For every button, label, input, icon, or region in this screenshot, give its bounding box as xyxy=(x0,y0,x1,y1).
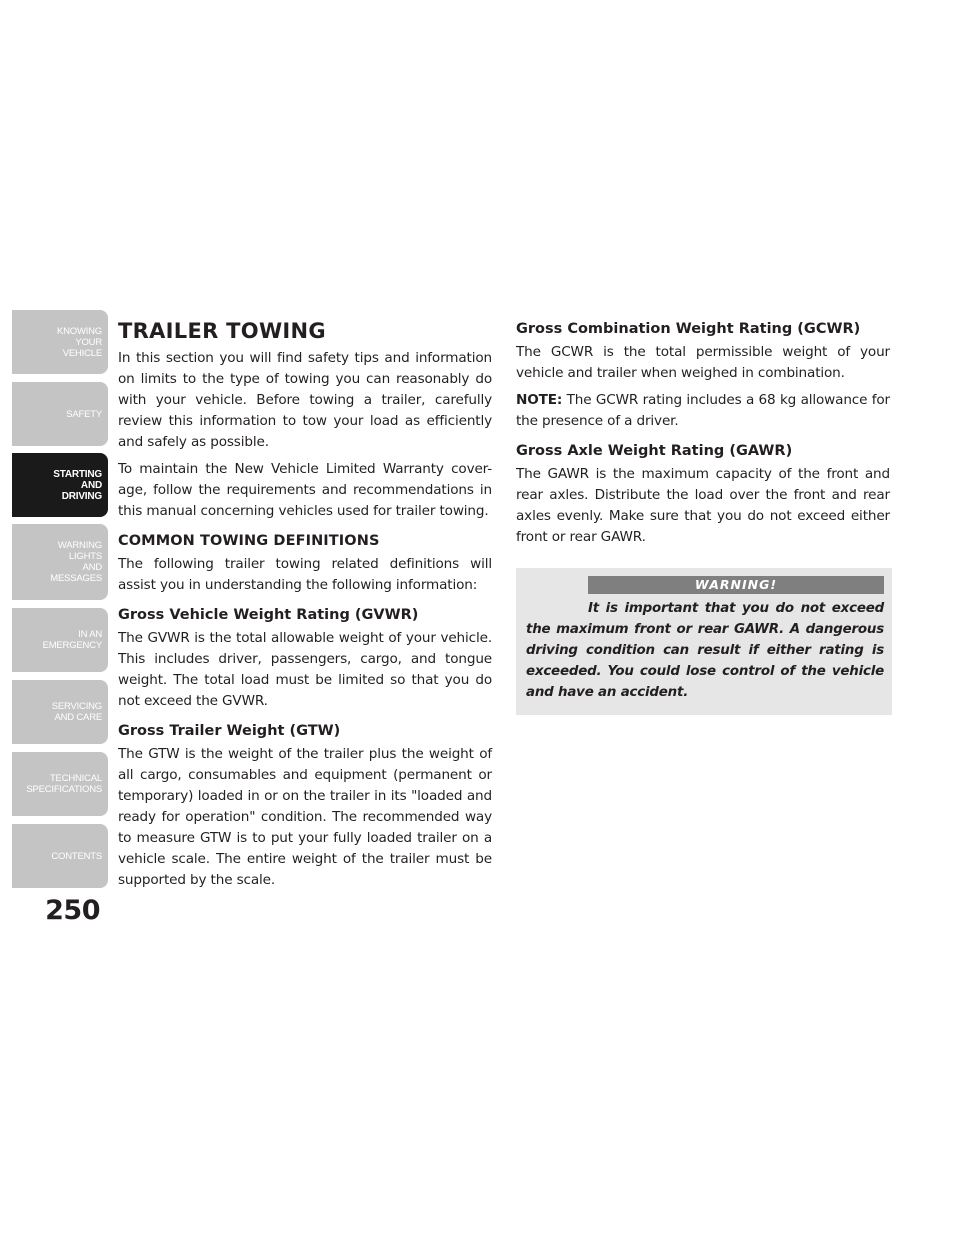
note-text: The GCWR rating includes a 68 kg allowance for the presence of a driver. xyxy=(516,392,890,429)
gvwr-heading: Gross Vehicle Weight Rating (GVWR) xyxy=(118,607,419,623)
gtw-heading: Gross Trailer Weight (GTW) xyxy=(118,723,341,739)
definitions-intro: The following trailer towing related definitions will assist you in understanding the following information: xyxy=(118,556,492,593)
tab-contents[interactable]: CONTENTS xyxy=(12,824,108,888)
gcwr-text: The GCWR is the total permissible weight of your vehicle and trailer when weighed in combination. xyxy=(516,344,890,381)
tab-warning-lights-and-messages[interactable]: WARNING LIGHTS AND MESSAGES xyxy=(12,524,108,600)
warning-box xyxy=(516,568,892,715)
tab-servicing-and-care[interactable]: SERVICING AND CARE xyxy=(12,680,108,744)
tab-knowing-your-vehicle[interactable]: KNOWING YOUR VEHICLE xyxy=(12,310,108,374)
gvwr-text: The GVWR is the total allowable weight of your vehicle. This includes driver, passengers, cargo, and tongue weight. The total load must be limited so that you do not exceed the GVWR. xyxy=(118,630,492,709)
section-title: TRAILER TOWING xyxy=(118,319,326,343)
page-number: 250 xyxy=(45,895,100,926)
right-column xyxy=(516,318,890,715)
warning-text: It is important that you do not exceed the maximum front or rear GAWR. A dangerous driving condition can result if either rating is exceeded. You could lose control of the vehicle and have an accident. xyxy=(526,601,884,700)
tab-starting-and-driving[interactable]: STARTING AND DRIVING xyxy=(12,453,108,517)
gawr-text: The GAWR is the maximum capacity of the front and rear axles. Distribute the load over the front and rear axles evenly. Make sure that you do not exceed either front or rear GAWR. xyxy=(516,466,890,545)
tab-safety[interactable]: SAFETY xyxy=(12,382,108,446)
note-paragraph xyxy=(516,390,890,432)
tab-technical-specifications[interactable]: TECHNICAL SPECIFICATIONS xyxy=(12,752,108,816)
gcwr-heading: Gross Combination Weight Rating (GCWR) xyxy=(516,321,861,337)
gawr-heading: Gross Axle Weight Rating (GAWR) xyxy=(516,443,793,459)
warning-title: WARNING! xyxy=(588,576,884,594)
intro-paragraph-2: To maintain the New Vehicle Limited Warranty cover-age, follow the requirements and recommendations in this manual concerning vehicles used for trailer towing. xyxy=(118,461,492,519)
tab-in-an-emergency[interactable]: IN AN EMERGENCY xyxy=(12,608,108,672)
left-column xyxy=(118,318,492,897)
gtw-text: The GTW is the weight of the trailer plus the weight of all cargo, consumables and equipment (permanent or temporary) loaded in or on the trailer in its "loaded and ready for operation" condition. The recommended way to measure GTW is to put your fully loaded trailer on a vehicle scale. The entire weight of the trailer must be supported by the scale. xyxy=(118,746,492,888)
definitions-heading: COMMON TOWING DEFINITIONS xyxy=(118,533,380,549)
note-label: NOTE: xyxy=(516,392,563,408)
intro-paragraph-1: In this section you will find safety tips and information on limits to the type of towing you can reasonably do with your vehicle. Before towing a trailer, carefully review this information to tow your load as efficiently and safely as possible. xyxy=(118,350,492,450)
